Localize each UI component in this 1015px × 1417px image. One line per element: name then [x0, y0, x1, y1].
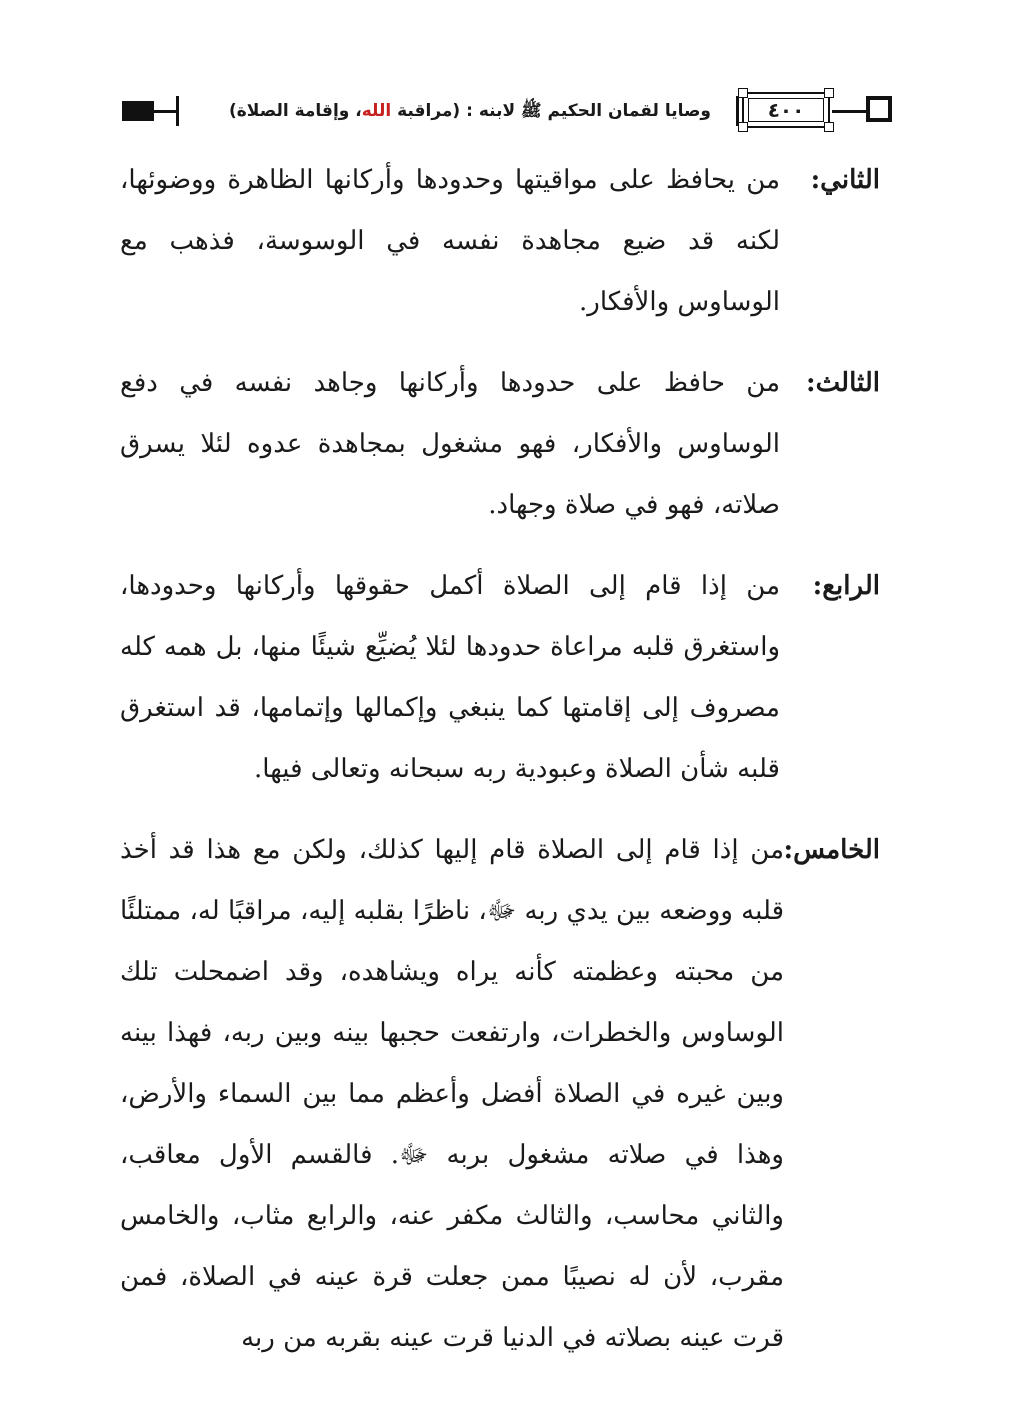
page-number: ٤٠٠ [767, 98, 805, 122]
header-rule [832, 110, 866, 113]
paragraph-label: الثالث: [806, 368, 880, 398]
page-body [120, 150, 880, 1369]
paragraph-label: الرابع: [812, 571, 880, 601]
page-header [122, 96, 892, 134]
paragraph-third [120, 353, 880, 536]
paragraph-text: من إذا قام إلى الصلاة أكمل حقوقها وأركانها وحدودها، واستغرق قلبه مراعاة حدودها لئلا يُضيِّع شيئًا منها، بل همه كله مصروف إلى إقامتها كما ينبغي وإكمالها وإتمامها، قد استغرق قلبه شأن الصلاة وعبودية ربه سبحانه وتعالى فيها. [120, 571, 780, 784]
title-highlight: الله [361, 101, 392, 121]
paragraph-label: الخامس: [783, 835, 880, 865]
header-rule [154, 110, 176, 113]
paragraph-fourth [120, 556, 880, 800]
header-ornament-square [866, 96, 892, 122]
header-ornament-block [122, 101, 154, 121]
paragraph-text: من حافظ على حدودها وأركانها وجاهد نفسه في دفع الوساوس والأفكار، فهو مشغول بمجاهدة عدوه لئلا يسرق صلاته، فهو في صلاة وجهاد. [120, 368, 780, 520]
paragraph-second [120, 150, 880, 333]
paragraph-fifth [120, 820, 880, 1369]
header-divider [176, 96, 179, 126]
paragraph-label: الثاني: [810, 165, 880, 195]
paragraph-text: من إذا قام إلى الصلاة قام إليها كذلك، ولكن مع هذا قد أخذ قلبه ووضعه بين يدي ربه ﷻ، ناظرًا بقلبه إليه، مراقبًا له، ممتلئًا من محبته وعظمته كأنه يراه ويشاهده، وقد اضمحلت تلك الوساوس والخطرات، وارتفعت حجبها بينه وبين ربه، فهذا بينه وبين غيره في الصلاة أفضل وأعظم مما بين السماء والأرض، وهذا في صلاته مشغول بربه ﷻ. فالقسم الأول معاقب، والثاني محاسب، والثالث مكفر عنه، والرابع مثاب، والخامس مقرب، لأن له نصيبًا ممن جعلت قرة عينه في الصلاة، فمن قرت عينه بصلاته في الدنيا قرت عينه بقربه من ربه [120, 835, 785, 1353]
page-number-frame [742, 92, 830, 128]
running-title: وصايا لقمان الحكيم ﷺ لابنه : (مراقبة الله، وإقامة الصلاة) [229, 101, 711, 121]
paragraph-text: من يحافظ على مواقيتها وحدودها وأركانها الظاهرة ووضوئها، لكنه قد ضيع مجاهدة نفسه في الوسوسة، فذهب مع الوساوس والأفكار. [120, 165, 780, 317]
